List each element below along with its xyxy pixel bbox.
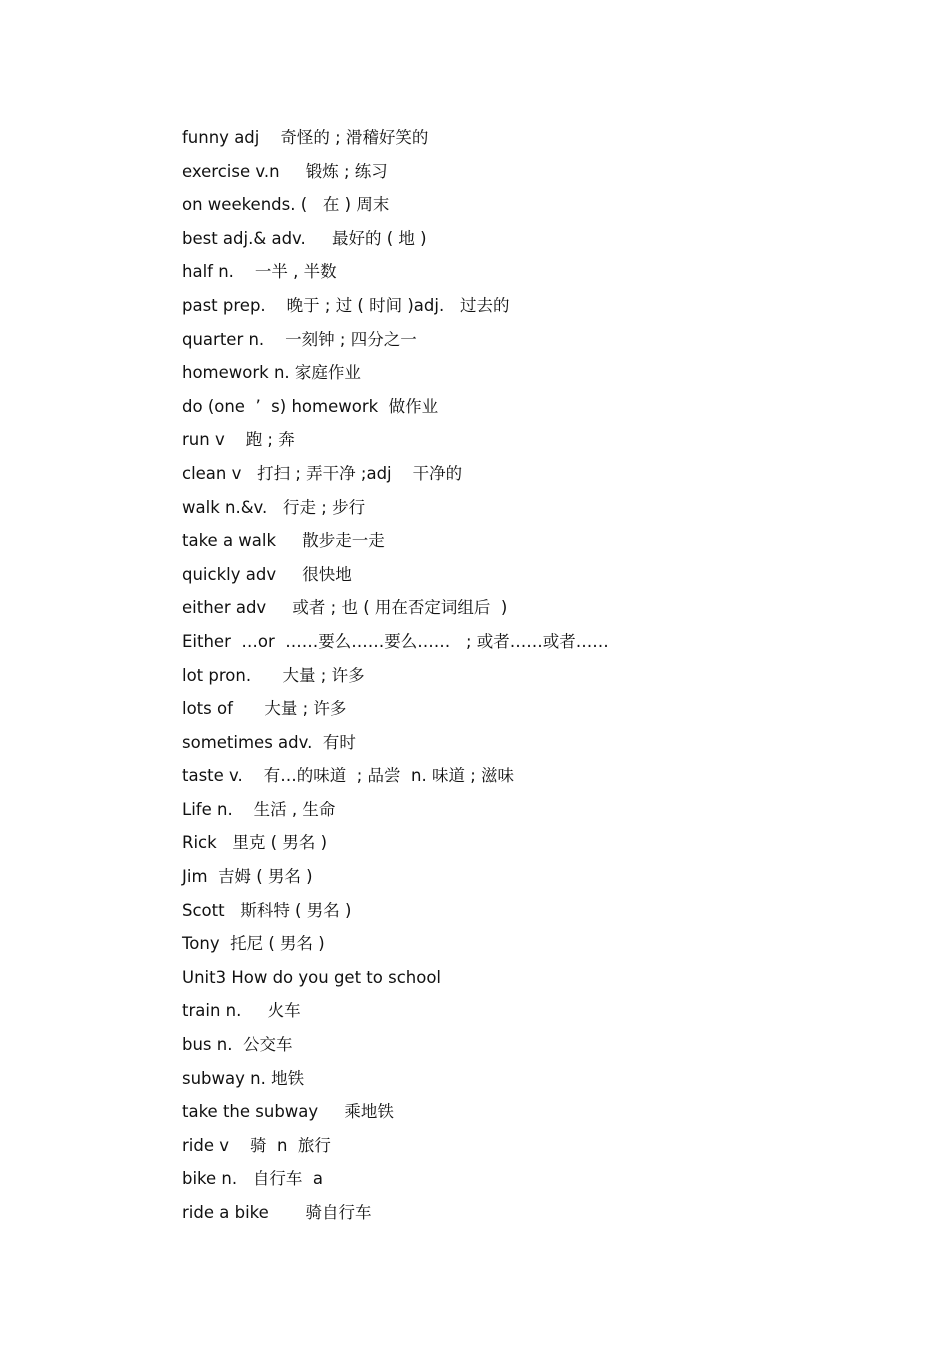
vocab-line-life: Life n. 生活 , 生命 xyxy=(182,799,336,819)
vocabulary-list xyxy=(182,124,882,1233)
vocab-line-walk: walk n.&v. 行走 ; 步行 xyxy=(182,497,366,517)
vocab-line-run: run v 跑 ; 奔 xyxy=(182,430,295,450)
vocab-line-quarter: quarter n. 一刻钟 ; 四分之一 xyxy=(182,329,417,349)
vocab-line-bus: bus n. 公交车 xyxy=(182,1035,293,1055)
vocab-line-exercise: exercise v.n 锻炼 ; 练习 xyxy=(182,161,388,181)
vocab-line-either-or: Either …or ……要么……要么…… ; 或者……或者…… xyxy=(182,631,609,651)
vocab-line-clean: clean v 打扫 ; 弄干净 ;adj 干净的 xyxy=(182,463,463,483)
vocab-line-jim: Jim 吉姆 ( 男名 ) xyxy=(182,867,313,887)
vocab-line-half: half n. 一半 , 半数 xyxy=(182,262,337,282)
vocab-line-ride: ride v 骑 n 旅行 xyxy=(182,1135,331,1155)
vocab-line-subway: subway n. 地铁 xyxy=(182,1068,305,1088)
vocab-line-lots-of: lots of 大量 ; 许多 xyxy=(182,699,347,719)
vocab-line-homework: homework n. 家庭作业 xyxy=(182,363,361,383)
vocab-line-quickly: quickly adv 很快地 xyxy=(182,564,352,584)
vocab-line-ride-a-bike: ride a bike 骑自行车 xyxy=(182,1203,372,1222)
vocab-line-rick: Rick 里克 ( 男名 ) xyxy=(182,833,328,853)
vocab-line-taste: taste v. 有…的味道 ; 品尝 n. 味道 ; 滋味 xyxy=(182,766,515,786)
vocab-line-bike: bike n. 自行车 a xyxy=(182,1169,323,1189)
vocab-line-train: train n. 火车 xyxy=(182,1001,301,1021)
vocab-line-do-homework: do (one ’ s) homework 做作业 xyxy=(182,396,439,416)
vocab-line-on-weekends: on weekends. ( 在 ) 周末 xyxy=(182,195,390,215)
vocab-line-past: past prep. 晚于 ; 过 ( 时间 )adj. 过去的 xyxy=(182,295,510,315)
vocab-line-funny: funny adj 奇怪的 ; 滑稽好笑的 xyxy=(182,128,429,147)
unit-heading: Unit3 How do you get to school xyxy=(182,967,441,987)
vocab-line-scott: Scott 斯科特 ( 男名 ) xyxy=(182,900,352,920)
vocab-line-lot: lot pron. 大量 ; 许多 xyxy=(182,665,365,685)
vocab-line-take-a-walk: take a walk 散步走一走 xyxy=(182,531,385,551)
vocab-line-best: best adj.& adv. 最好的 ( 地 ) xyxy=(182,228,427,248)
vocab-line-tony: Tony 托尼 ( 男名 ) xyxy=(182,934,325,954)
vocab-line-take-the-subway: take the subway 乘地铁 xyxy=(182,1102,394,1122)
vocab-line-either: either adv 或者 ; 也 ( 用在否定词组后 ) xyxy=(182,598,508,618)
vocab-line-sometimes: sometimes adv. 有时 xyxy=(182,732,356,752)
